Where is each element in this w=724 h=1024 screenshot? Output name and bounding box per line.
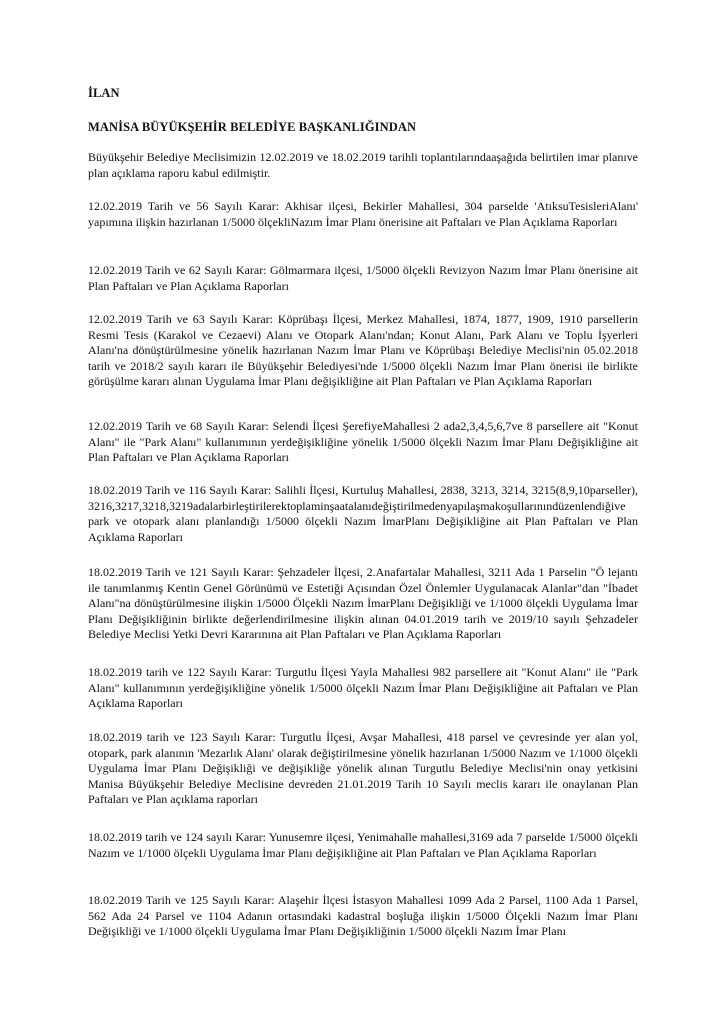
decision-121-paragraph: 18.02.2019 Tarih ve 121 Sayılı Karar: Şehzadeler İlçesi, 2.Anafartalar Mahallesi, 3211 Ada 1 Parselin "Ö lejantı ile tanımlanmış Kentin Genel Görünümü ve Estetiği Açısından Özel Önlemler Uygulanacak Alanlar"dan "İbadet Alanı"na dönüştürülmesine ilişkin 1/5000 Ölçekli Nazım İmarPlanı Değişikliği ve 1/1000 ölçekli Uygulama İmar Planı Değişikliğinin birlikte değerlendirilmesine ilişkin alınan 04.01.2019 tarih ve 2019/10 sayılı Şehzadeler Belediye Meclisi Yetki Devri Kararınına ait Plan Paftaları ve Plan Açıklama Raporları — [88, 565, 638, 642]
decision-122-paragraph: 18.02.2019 tarih ve 122 Sayılı Karar: Turgutlu İlçesi Yayla Mahallesi 982 parsellere ait "Konut Alanı" ile "Park Alanı" kullanımının yerdeğişikliğine yönelik 1/5000 ölçekli Nazım İmar Planı Değişikliğine ait Paftaları ve Plan Açıklama Raporları — [88, 665, 638, 711]
intro-paragraph: Büyükşehir Belediye Meclisimizin 12.02.2019 ve 18.02.2019 tarihli toplantılarındaaşağıda belirtilen imar planıve plan açıklama raporu kabul edilmiştir. — [88, 150, 638, 180]
decision-116-paragraph: 18.02.2019 Tarih ve 116 Sayılı Karar: Salihli İlçesi, Kurtuluş Mahallesi, 2838, 3213, 3214, 3215(8,9,10parseller), 3216,3217,3218,3219adalarbirleştirilerektoplaminşaatalanıdeğiştirilmedenyapılaşmakoşullarınındüzenlendiğive park ve otopark alanı planlandığı 1/5000 ölçekli Nazım İmarPlanı Değişikliğine ait Plan Paftaları ve Plan Açıklama Raporları — [88, 483, 638, 544]
decision-125-paragraph: 18.02.2019 Tarih ve 125 Sayılı Karar: Alaşehir İlçesi İstasyon Mahallesi 1099 Ada 2 Parsel, 1100 Ada 1 Parsel, 562 Ada 24 Parsel ve 1104 Adanın ortasındaki kadastral boşluğa ilişkin 1/5000 Ölçekli Nazım İmar Planı Değişikliği ve 1/1000 ölçekli Uygulama İmar Planı Değişikliğinin 1/5000 ölçekli Nazım İmar Planı — [88, 893, 638, 939]
decision-68-paragraph: 12.02.2019 Tarih ve 68 Sayılı Karar: Selendi İlçesi ŞerefiyeMahallesi 2 ada2,3,4,5,6,7ve 8 parsellere ait "Konut Alanı" ile "Park Alanı" kullanımının yerdeğişikliğine yönelik 1/5000 ölçekli Nazım İmar Planı Değişikliğine ait Plan Paftaları ve Plan Açıklama Raporları — [88, 419, 638, 465]
decision-63-paragraph: 12.02.2019 Tarih ve 63 Sayılı Karar: Köprübaşı İlçesi, Merkez Mahallesi, 1874, 1877, 1909, 1910 parsellerin Resmi Tesis (Karakol ve Cezaevi) Alanı ve Otopark Alanı'ndan; Konut Alanı, Park Alanı ve Toplu İşyerleri Alanı'na dönüştürülmesine yönelik hazırlanan Nazım İmar Planı ve Köprübaşı Belediye Meclisi'nin 05.02.2018 tarih ve 2018/2 sayılı kararı ile Büyükşehir Belediyesi'nde 1/5000 ölçekli Nazım İmar Planı önerisi ile birlikte görüşülme kararı alınan Uygulama İmar Planı değişikliğine ait Plan Paftaları ve Plan Açıklama Raporları — [88, 312, 638, 389]
decision-62-paragraph: 12.02.2019 Tarih ve 62 Sayılı Karar: Gölmarmara ilçesi, 1/5000 ölçekli Revizyon Nazım İmar Planı önerisine ait Plan Paftaları ve Plan Açıklama Raporları — [88, 263, 638, 293]
decision-123-paragraph: 18.02.2019 tarih ve 123 Sayılı Karar: Turgutlu İlçesi, Avşar Mahallesi, 418 parsel ve çevresinde yer alan yol, otopark, park alanının 'Mezarlık Alanı' olarak değiştirilmesine yönelik hazırlanan 1/5000 Nazım ve 1/1000 ölçekli Uygulama İmar Planı Değişikliği ve değişikliğe yönelik alınan Turgutlu Belediye Meclisi'nin onay yetkisini Manisa Büyükşehir Belediye Meclisine devreden 21.01.2019 Tarih 10 Sayılı meclis kararı ile onaylanan Plan Paftaları ve Plan açıklama raporları — [88, 730, 638, 807]
authority-title: MANİSA BÜYÜKŞEHİR BELEDİYE BAŞKANLIĞINDAN — [88, 120, 417, 134]
decision-124-paragraph: 18.02.2019 tarih ve 124 sayılı Karar: Yunusemre ilçesi, Yenimahalle mahallesi,3169 ada 7 parselde 1/5000 ölçekli Nazım ve 1/1000 ölçekli Uygulama İmar Planı değişikliğine ait Plan Paftaları ve Plan Açıklama Raporları — [88, 830, 638, 860]
decision-56-paragraph: 12.02.2019 Tarih ve 56 Sayılı Karar: Akhisar ilçesi, Bekirler Mahallesi, 304 parselde 'AtıksuTesisleriAlanı' yapımına ilişkin hazırlanan 1/5000 ölçekliNazım İmar Planı önerisine ait Paftaları ve Plan Açıklama Raporları — [88, 199, 638, 229]
announcement-heading: İLAN — [88, 86, 120, 100]
